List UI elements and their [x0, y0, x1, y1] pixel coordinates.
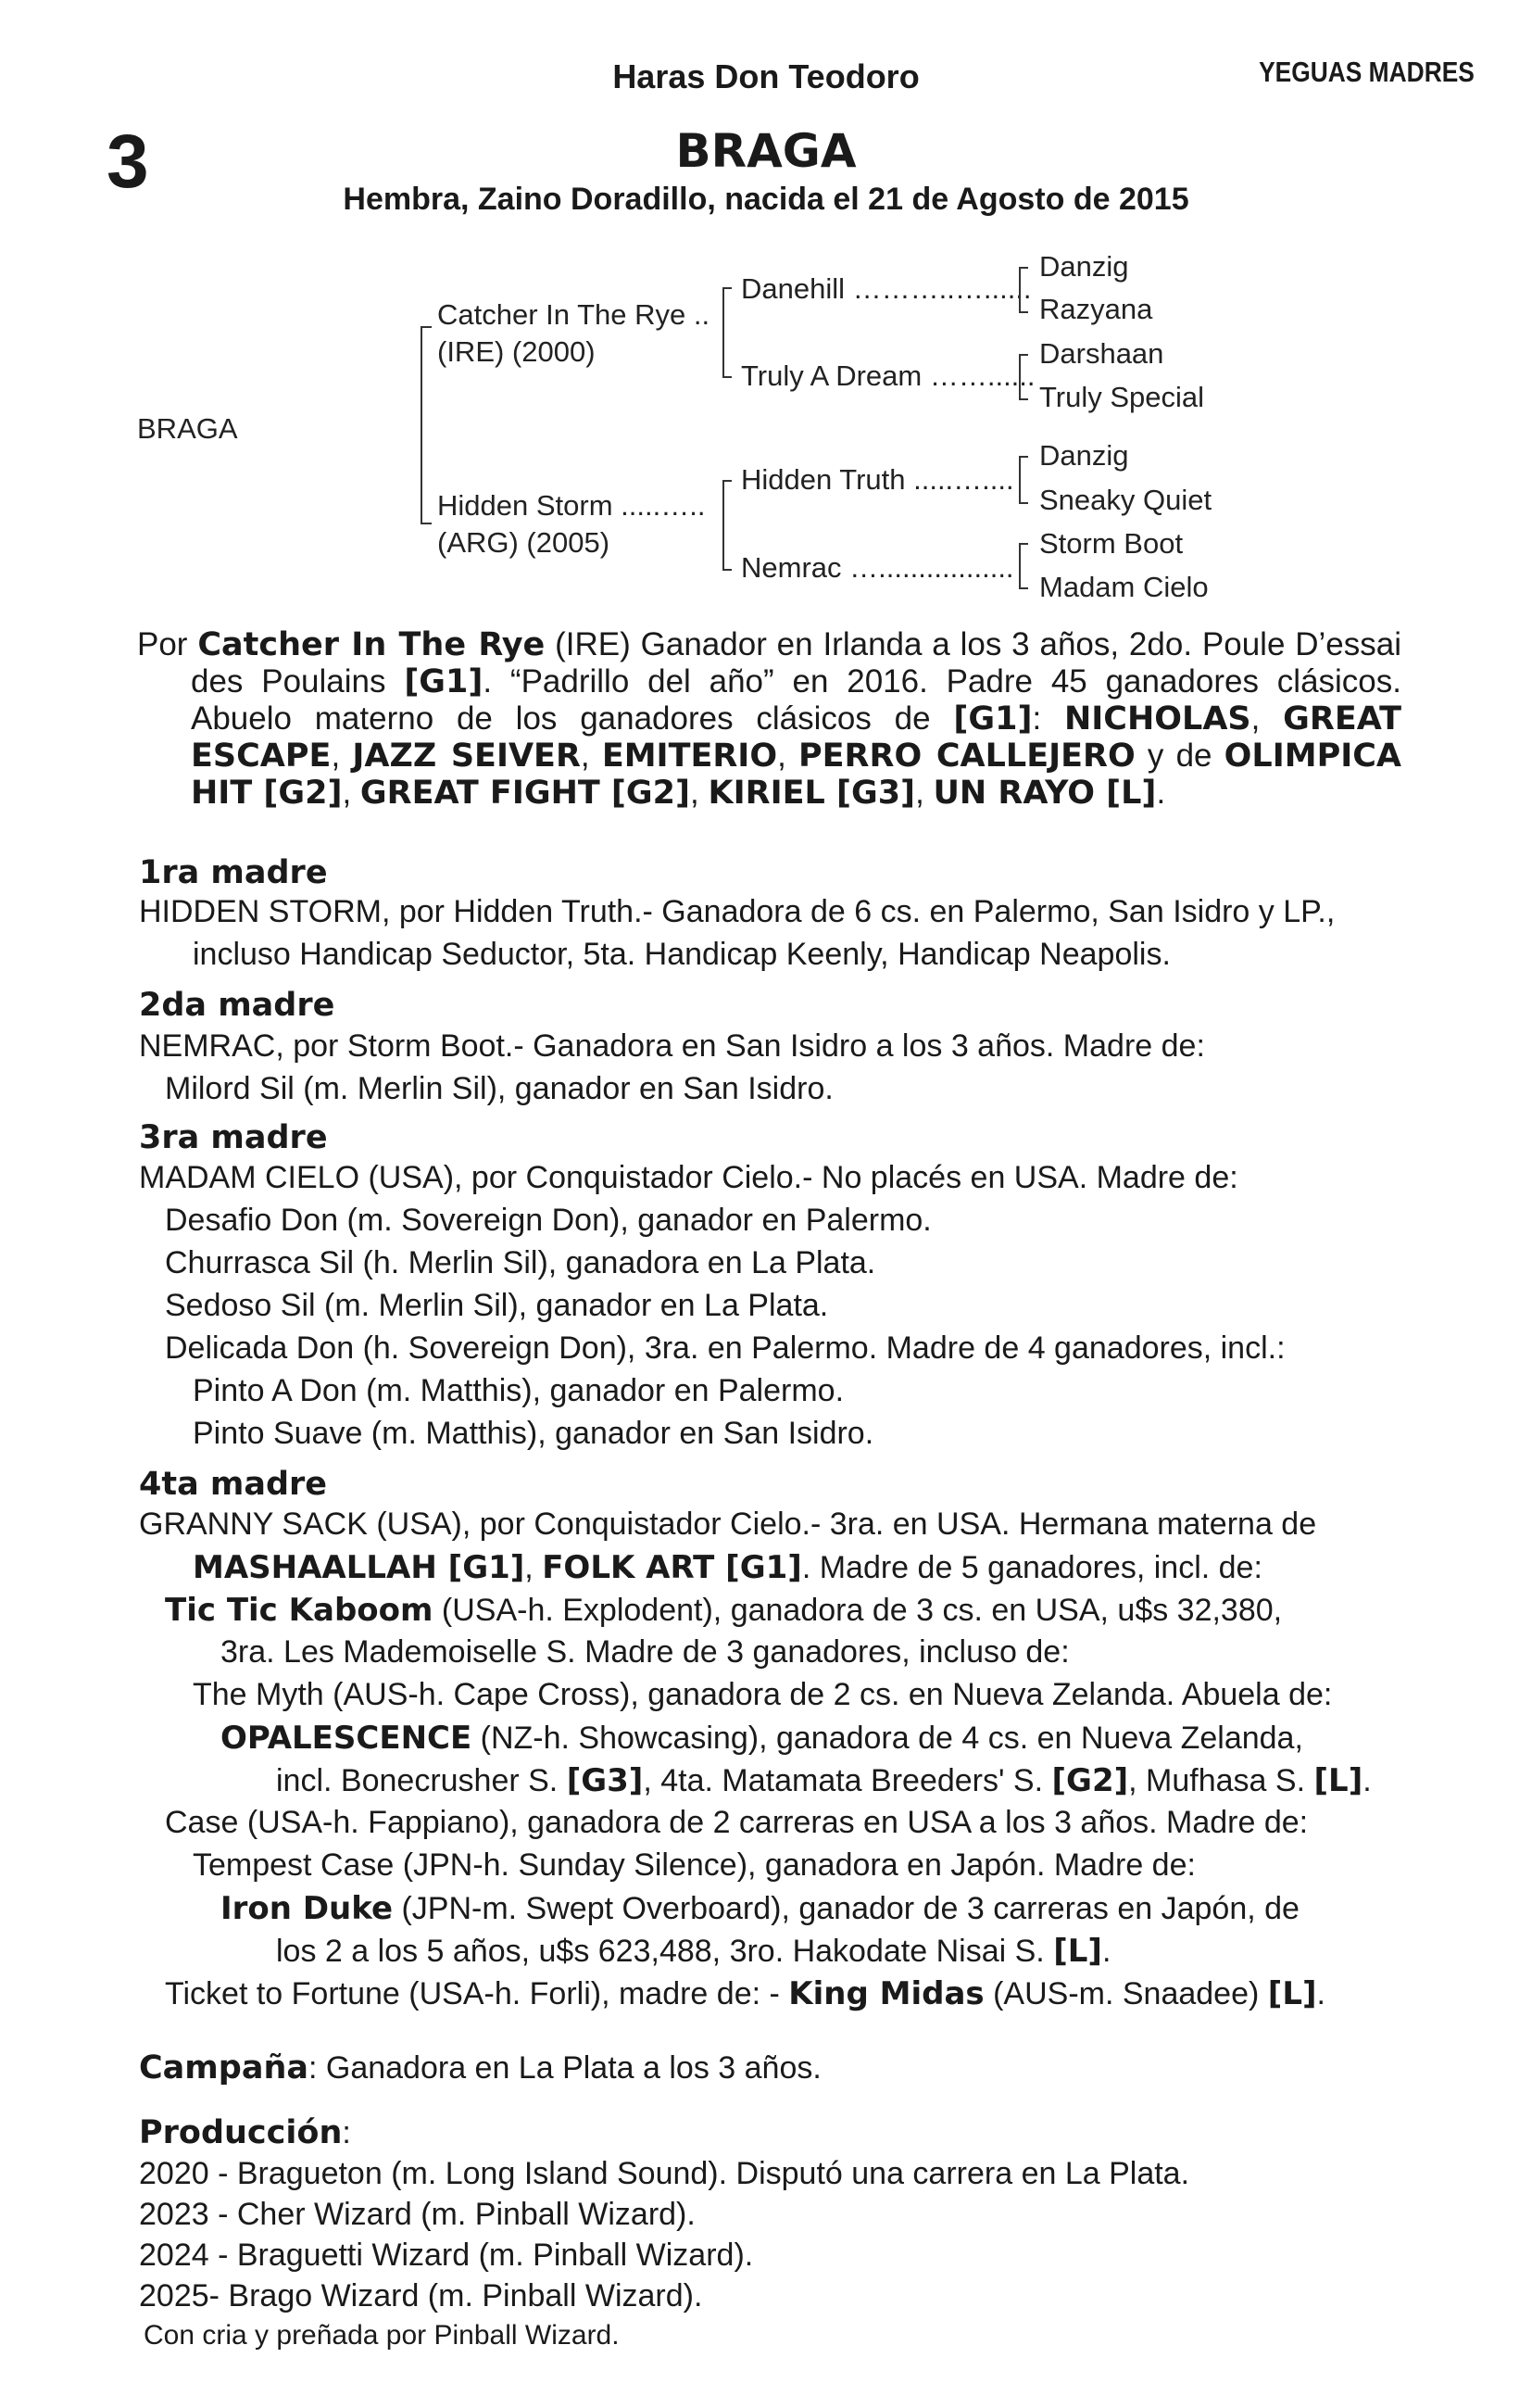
- grade-label: [G2]: [1051, 1762, 1129, 1799]
- bracket-sire-line: [722, 287, 732, 378]
- line-text: (AUS-m. Snaadee): [984, 1976, 1268, 2011]
- farm-name: Haras Don Teodoro: [612, 57, 920, 95]
- winner-name: GREAT ESCAPE: [191, 700, 1401, 775]
- pedigree-sire: Catcher In The Rye ..: [437, 298, 710, 331]
- sire-name: Catcher In The Rye: [197, 626, 546, 663]
- winner-name: King Midas: [788, 1975, 985, 2012]
- separator: ,: [331, 738, 353, 774]
- fourth-dam-line: [220, 1890, 1300, 1927]
- winner-name: MASHAALLAH [G1]: [193, 1549, 525, 1586]
- pedigree-sire-dam: Truly A Dream ……......: [741, 359, 1036, 392]
- line-text: (JPN-m. Swept Overboard), ganador de 3 carreras en Japón, de: [393, 1891, 1300, 1926]
- bracket-gen1: [421, 326, 432, 524]
- line-text: . Madre de 5 ganadores, incl. de:: [801, 1550, 1262, 1585]
- campaign: [139, 2049, 822, 2087]
- fourth-dam-line: 3ra. Les Mademoiselle S. Madre de 3 ganadores, incluso de:: [220, 1634, 1070, 1670]
- category-label: YEGUAS MADRES: [1259, 56, 1475, 88]
- third-dam-line: MADAM CIELO (USA), por Conquistador Cielo.- No placés en USA. Madre de:: [139, 1160, 1238, 1195]
- lot-number: 3: [107, 120, 149, 204]
- production-colon: :: [342, 2115, 351, 2150]
- winner-name: GREAT FIGHT [G2]: [359, 775, 691, 812]
- second-dam-line: Milord Sil (m. Merlin Sil), ganador en San Isidro.: [165, 1071, 834, 1106]
- line-text: .: [1316, 1976, 1325, 2011]
- line-text: Ticket to Fortune (USA-h. Forli), madre de: -: [165, 1976, 789, 2011]
- winner-name: UN RAYO [L]: [933, 775, 1157, 812]
- third-dam-heading: 3ra madre: [139, 1119, 328, 1156]
- pedigree-dsd: Sneaky Quiet: [1039, 484, 1212, 516]
- bracket-ds: [1019, 456, 1028, 504]
- bracket-ss: [1019, 267, 1028, 313]
- campaign-text: : Ganadora en La Plata a los 3 años.: [308, 2050, 822, 2086]
- horse-name: BRAGA: [675, 124, 857, 178]
- production-item: 2025- Brago Wizard (m. Pinball Wizard).: [139, 2278, 703, 2313]
- winner-name: PERRO CALLEJERO: [797, 738, 1136, 775]
- line-text: , 4ta. Matamata Breeders' S.: [643, 1763, 1052, 1798]
- campaign-label: Campaña: [139, 2049, 308, 2087]
- separator: ,: [524, 1550, 543, 1585]
- grade-label: [L]: [1267, 1975, 1317, 2012]
- pedigree-dam-dam: Nemrac ….................: [741, 551, 1014, 584]
- sire-text: :: [1032, 700, 1064, 737]
- line-text: los 2 a los 5 años, u$s 623,488, 3ro. Hakodate Nisai S.: [276, 1934, 1054, 1969]
- sire-text: (IRE) Ganador en Irlanda a los 3 años, 2do. Poule D’essai des Poulains: [191, 626, 1401, 700]
- separator: .: [1156, 775, 1166, 811]
- fourth-dam-line: GRANNY SACK (USA), por Conquistador Cielo.- 3ra. en USA. Hermana materna de: [139, 1507, 1317, 1542]
- pedigree-subject: BRAGA: [137, 412, 238, 445]
- fourth-dam-line: [165, 1975, 1325, 2012]
- third-dam-line: Delicada Don (h. Sovereign Don), 3ra. en Palermo. Madre de 4 ganadores, incl.:: [165, 1330, 1286, 1366]
- sire-text: . “Padrillo del año” en 2016. Padre 45 ganadores clásicos. Abuelo materno de los ganadores clásicos de: [191, 663, 1401, 737]
- third-dam-line: Pinto Suave (m. Matthis), ganador en San Isidro.: [193, 1416, 874, 1451]
- pedigree-ddd: Madam Cielo: [1039, 571, 1209, 603]
- bracket-dd: [1019, 543, 1028, 589]
- production-item: 2020 - Bragueton (m. Long Island Sound). Disputó una carrera en La Plata.: [139, 2156, 1190, 2191]
- fourth-dam-heading: 4ta madre: [139, 1466, 328, 1503]
- production-item: 2023 - Cher Wizard (m. Pinball Wizard).: [139, 2197, 696, 2232]
- first-dam-line: HIDDEN STORM, por Hidden Truth.- Ganadora de 6 cs. en Palermo, San Isidro y LP.,: [139, 894, 1336, 929]
- second-dam-line: NEMRAC, por Storm Boot.- Ganadora en San Isidro a los 3 años. Madre de:: [139, 1028, 1205, 1064]
- fourth-dam-line: [276, 1933, 1111, 1970]
- fourth-dam-line: [220, 1720, 1303, 1757]
- winner-name: JAZZ SEIVER: [352, 738, 581, 775]
- separator: ,: [580, 738, 602, 774]
- production-note: Con cria y preñada por Pinball Wizard.: [144, 2320, 620, 2351]
- fourth-dam-line: Tempest Case (JPN-h. Sunday Silence), ganadora en Japón. Madre de:: [193, 1847, 1196, 1883]
- separator: y de: [1135, 738, 1224, 774]
- sire-paragraph: [137, 626, 1401, 812]
- first-dam-heading: 1ra madre: [139, 854, 328, 891]
- fourth-dam-line: [165, 1592, 1282, 1629]
- separator: ,: [777, 738, 798, 774]
- production-item: 2024 - Braguetti Wizard (m. Pinball Wizard).: [139, 2238, 754, 2273]
- separator: ,: [690, 775, 709, 811]
- sire-text: Por: [137, 626, 198, 662]
- winner-name: OPALESCENCE: [220, 1720, 472, 1757]
- pedigree-dam: Hidden Storm .....…..: [437, 489, 706, 522]
- line-text: (USA-h. Explodent), ganadora de 3 cs. en USA, u$s 32,380,: [433, 1593, 1283, 1628]
- winner-name: Tic Tic Kaboom: [165, 1592, 433, 1629]
- grade-label: [L]: [1053, 1933, 1102, 1970]
- second-dam-heading: 2da madre: [139, 987, 335, 1024]
- pedigree-dam-sire: Hidden Truth .....…....: [741, 463, 1014, 496]
- pedigree-sdd: Truly Special: [1039, 381, 1205, 413]
- grade-g1: [G1]: [404, 663, 483, 700]
- winner-name: KIRIEL [G3]: [708, 775, 916, 812]
- pedigree-sire-origin: (IRE) (2000): [437, 335, 596, 368]
- bracket-sd: [1019, 354, 1028, 400]
- third-dam-line: Desafio Don (m. Sovereign Don), ganador en Palermo.: [165, 1203, 932, 1238]
- line-text: .: [1101, 1934, 1111, 1969]
- pedigree-dam-origin: (ARG) (2005): [437, 526, 610, 559]
- pedigree-dds: Storm Boot: [1039, 527, 1184, 560]
- line-text: , Mufhasa S.: [1128, 1763, 1314, 1798]
- line-text: (NZ-h. Showcasing), ganadora de 4 cs. en Nueva Zelanda,: [471, 1721, 1303, 1756]
- winner-name: NICHOLAS: [1063, 700, 1251, 738]
- pedigree-dss: Danzig: [1039, 439, 1129, 472]
- separator: ,: [342, 775, 360, 811]
- horse-description: Hembra, Zaino Doradillo, nacida el 21 de Agosto de 2015: [343, 182, 1189, 217]
- fourth-dam-line: [276, 1762, 1372, 1799]
- winner-name: OLIMPICA HIT [G2]: [191, 738, 1402, 812]
- separator: ,: [915, 775, 934, 811]
- pedigree-sss: Danzig: [1039, 250, 1129, 283]
- fourth-dam-line: [193, 1549, 1262, 1586]
- pedigree-sire-sire: Danehill ………..…......: [741, 272, 1032, 305]
- winner-name: FOLK ART [G1]: [542, 1549, 802, 1586]
- winner-name: EMITERIO: [601, 738, 778, 775]
- separator: ,: [1250, 700, 1284, 737]
- pedigree-sds: Darshaan: [1039, 337, 1164, 370]
- production-label: Producción: [139, 2114, 343, 2151]
- line-text: .: [1362, 1763, 1372, 1798]
- bracket-dam-line: [722, 480, 732, 571]
- third-dam-line: Churrasca Sil (h. Merlin Sil), ganadora en La Plata.: [165, 1245, 876, 1280]
- first-dam-line: incluso Handicap Seductor, 5ta. Handicap Keenly, Handicap Neapolis.: [193, 937, 1171, 972]
- fourth-dam-line: Case (USA-h. Fappiano), ganadora de 2 carreras en USA a los 3 años. Madre de:: [165, 1805, 1309, 1840]
- pedigree-ssd: Razyana: [1039, 293, 1153, 325]
- winner-name: Iron Duke: [220, 1890, 394, 1927]
- line-text: incl. Bonecrusher S.: [276, 1763, 567, 1798]
- grade-label: [G3]: [566, 1762, 644, 1799]
- production-heading: [139, 2114, 351, 2151]
- grade-label: [L]: [1313, 1762, 1363, 1799]
- third-dam-line: Pinto A Don (m. Matthis), ganador en Palermo.: [193, 1373, 845, 1408]
- third-dam-line: Sedoso Sil (m. Merlin Sil), ganador en La Plata.: [165, 1288, 829, 1323]
- fourth-dam-line: The Myth (AUS-h. Cape Cross), ganadora de 2 cs. en Nueva Zelanda. Abuela de:: [193, 1677, 1333, 1712]
- grade-g1: [G1]: [953, 700, 1033, 738]
